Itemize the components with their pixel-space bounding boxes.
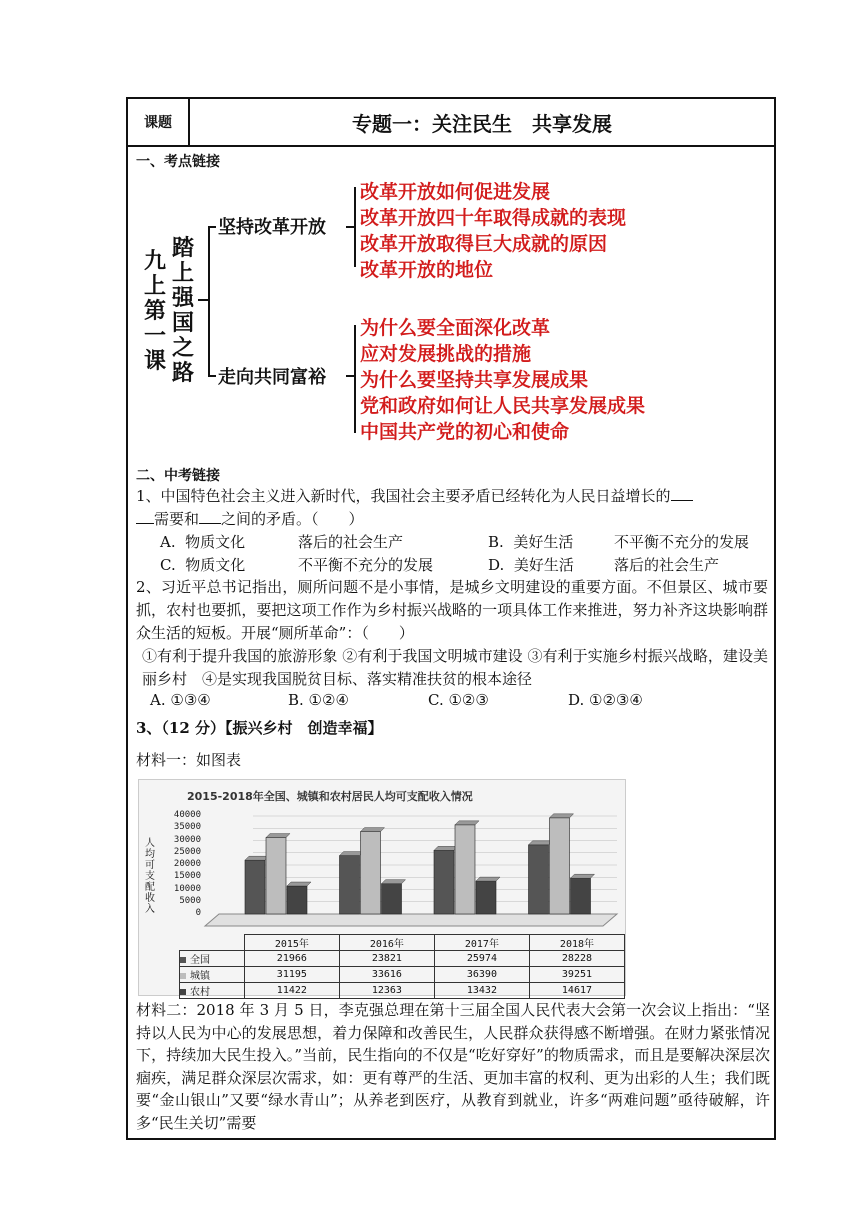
root-char: 踏	[171, 236, 194, 261]
branch-reform-opening: 坚持改革开放	[218, 217, 326, 238]
root-char: 上	[171, 261, 194, 286]
option-b: B. 美好生活	[488, 533, 574, 551]
table-cell: 39251	[529, 967, 624, 983]
series-label: 全国	[180, 951, 245, 967]
table-cell: 14617	[529, 983, 624, 999]
bar-城镇-2018年	[550, 818, 570, 914]
leaf-item: 为什么要坚持共享发展成果	[360, 369, 589, 391]
connector-line	[354, 325, 356, 433]
root-char: 一	[143, 324, 166, 349]
bar-农村-2017年	[476, 881, 496, 914]
blank	[671, 486, 693, 501]
option-a: A. ①③④	[150, 691, 211, 709]
leaf-item: 为什么要全面深化改革	[360, 317, 551, 339]
section-heading-2: 二、中考链接	[136, 468, 220, 484]
y-tick-label: 25000	[173, 846, 201, 857]
leaf-item: 改革开放的地位	[360, 259, 494, 281]
table-cell: 12363	[339, 983, 434, 999]
topic-label: 课题	[128, 99, 190, 145]
bar-top	[550, 814, 574, 818]
bar-农村-2018年	[571, 878, 591, 914]
blank	[136, 509, 154, 524]
bar-全国-2017年	[434, 850, 454, 914]
page-title: 专题一：关注民生 共享发展	[352, 111, 612, 136]
question-1-text: 1、中国特色社会主义进入新时代，我国社会主要矛盾已经转化为人民日益增长的	[136, 487, 671, 505]
mind-map-root-lesson	[142, 249, 168, 374]
bar-top	[245, 856, 269, 860]
leaf-item: 改革开放如何促进发展	[360, 181, 551, 203]
question-2-points: ①有利于提升我国的旅游形象 ②有利于我国文明城市建设 ③有利于实施乡村振兴战略，建设美丽乡村 ④是实现我国脱贫目标、落实精准扶贫的根本途径	[142, 647, 768, 688]
connector-line	[208, 226, 210, 376]
y-tick-label: 20000	[173, 859, 201, 869]
bar-全国-2018年	[529, 845, 549, 914]
root-char: 国	[171, 311, 194, 336]
bar-全国-2015年	[245, 860, 265, 914]
table-header-cell: 2018年	[529, 935, 624, 951]
y-tick-label: 10000	[173, 883, 201, 894]
series-label: 城镇	[180, 967, 245, 983]
option-c: C. ①②③	[428, 691, 489, 709]
root-char: 课	[143, 349, 166, 374]
option-a-part2: 落后的社会生产	[298, 533, 404, 551]
section-heading-1: 一、考点链接	[136, 154, 220, 170]
income-chart	[138, 779, 626, 996]
table-cell: 23821	[339, 951, 434, 967]
bar-top	[382, 880, 406, 884]
option-b-part2: 不平衡不充分的发展	[614, 533, 750, 551]
option-d: D. 美好生活	[488, 556, 574, 574]
title-row	[128, 99, 774, 147]
option-d: D. ①②③④	[568, 691, 643, 709]
root-char: 路	[171, 361, 194, 386]
option-c: C. 物质文化	[160, 556, 246, 574]
y-tick-label: 15000	[173, 871, 201, 882]
y-axis-label: 人均可支配收入	[145, 838, 155, 915]
option-c-part2: 不平衡不充分的发展	[298, 556, 434, 574]
leaf-item: 党和政府如何让人民共享发展成果	[360, 395, 646, 417]
question-3-heading: 3、（12 分）【振兴乡村 创造幸福】	[136, 719, 383, 737]
bar-城镇-2016年	[361, 832, 381, 914]
connector-line	[354, 187, 356, 267]
root-char: 强	[171, 286, 194, 311]
option-a: A. 物质文化	[160, 533, 246, 551]
table-cell: 13432	[434, 983, 529, 999]
y-tick-label: 40000	[173, 810, 201, 820]
bar-top	[529, 841, 553, 845]
y-tick-label: 30000	[173, 834, 201, 845]
bar-农村-2016年	[382, 884, 402, 914]
table-row	[180, 983, 625, 999]
table-cell: 21966	[244, 951, 339, 967]
bar-农村-2015年	[287, 886, 307, 914]
legend-swatch	[180, 989, 186, 995]
y-tick-label: 35000	[173, 822, 201, 833]
legend-swatch	[180, 957, 186, 963]
table-cell: 36390	[434, 967, 529, 983]
chart-plot	[139, 780, 625, 930]
bar-全国-2016年	[340, 856, 360, 914]
root-char: 九	[143, 249, 166, 274]
table-header-cell: 2017年	[434, 935, 529, 951]
blank	[199, 509, 221, 524]
question-1-text: 需要和	[154, 510, 200, 528]
y-tick-label: 5000	[179, 895, 201, 906]
question-2-stem: 2、习近平总书记指出，厕所问题不是小事情，是城乡文明建设的重要方面。不但景区、城市要抓，农村也要抓，要把这项工作作为乡村振兴战略的一项具体工作来推进，努力补齐这块影响群众生活的短板。开展“厕所革命”：（ ）	[136, 578, 768, 642]
table-corner	[180, 935, 245, 951]
table-cell: 31195	[244, 967, 339, 983]
bar-top	[361, 828, 385, 832]
bar-top	[455, 821, 479, 825]
bar-城镇-2017年	[455, 825, 475, 914]
table-cell: 25974	[434, 951, 529, 967]
leaf-item: 应对发展挑战的措施	[360, 343, 532, 365]
connector-line	[346, 375, 354, 377]
leaf-item: 改革开放取得巨大成就的原因	[360, 233, 608, 255]
material-1-label: 材料一：如图表	[136, 751, 242, 769]
worksheet-table	[126, 97, 776, 1140]
bar-top	[571, 874, 595, 878]
material-2-text: 材料二：2018 年 3 月 5 日，李克强总理在第十三届全国人民代表大会第一次会议上指出：“坚持以人民为中心的发展思想，着力保障和改善民生，人民群众获得感不断增强。在财力紧张情况下，持续加大民生投入。”当前，民生指向的不仅是“吃好穿好”的物质需求，而且是要解决深层次痼疾，满足群众深层次需求，如：更有尊严的生活、更加丰富的权利、更为出彩的人生；我们既要“金山银山”又要“绿水青山”；从养老到医疗，从教育到就业，许多“两难问题”亟待破解，许多“民生关切”需要	[136, 1001, 770, 1132]
bar-top	[476, 877, 500, 881]
table-header-cell: 2015年	[244, 935, 339, 951]
table-cell: 28228	[529, 951, 624, 967]
bar-城镇-2015年	[266, 838, 286, 914]
series-label: 农村	[180, 983, 245, 999]
question-1-stem	[136, 485, 768, 531]
chart-floor	[205, 914, 617, 926]
question-1-text: 之间的矛盾。（ ）	[221, 510, 364, 528]
option-b: B. ①②④	[288, 691, 349, 709]
root-char: 第	[143, 299, 166, 324]
bar-top	[340, 852, 364, 856]
table-row	[180, 951, 625, 967]
table-cell: 33616	[339, 967, 434, 983]
bar-top	[434, 846, 458, 850]
root-char: 上	[143, 274, 166, 299]
leaf-item: 中国共产党的初心和使命	[360, 421, 570, 443]
chart-data-table	[179, 934, 625, 999]
chart-title: 2015-2018年全国、城镇和农村居民人均可支配收入情况	[187, 790, 473, 803]
y-tick-label: 0	[195, 908, 201, 918]
leaf-item: 改革开放四十年取得成就的表现	[360, 207, 627, 229]
connector-line	[208, 375, 216, 377]
legend-swatch	[180, 973, 186, 979]
option-d-part2: 落后的社会生产	[614, 556, 720, 574]
table-cell: 11422	[244, 983, 339, 999]
connector-line	[346, 226, 354, 228]
bar-top	[266, 834, 290, 838]
bar-top	[287, 882, 311, 886]
table-header-cell: 2016年	[339, 935, 434, 951]
connector-line	[198, 299, 208, 301]
mind-map-root-topic	[170, 236, 196, 386]
root-char: 之	[171, 336, 194, 361]
branch-common-prosperity: 走向共同富裕	[218, 367, 326, 388]
table-row	[180, 967, 625, 983]
connector-line	[208, 226, 216, 228]
